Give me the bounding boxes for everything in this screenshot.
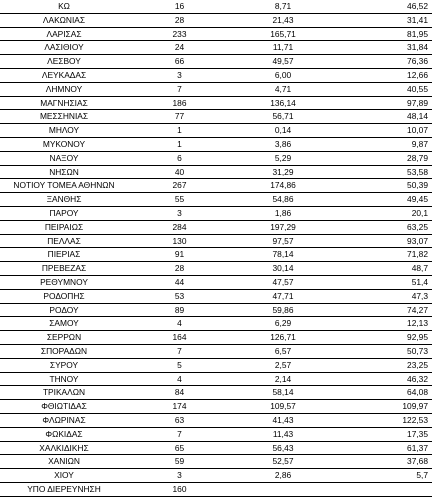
average-value-cell: 109,57 bbox=[231, 400, 335, 414]
cases-count-cell: 66 bbox=[128, 55, 231, 69]
average-value-cell: 136,14 bbox=[231, 96, 335, 110]
rate-value-cell: 46,52 bbox=[335, 0, 432, 13]
rate-value-cell: 10,07 bbox=[335, 124, 432, 138]
average-value-cell: 165,71 bbox=[231, 27, 335, 41]
cases-count-cell: 3 bbox=[128, 206, 231, 220]
table-row bbox=[0, 124, 432, 138]
average-value-cell: 174,86 bbox=[231, 179, 335, 193]
table-row bbox=[0, 262, 432, 276]
average-value-cell: 126,71 bbox=[231, 331, 335, 345]
table-row bbox=[0, 386, 432, 400]
average-value-cell: 3,86 bbox=[231, 137, 335, 151]
average-value-cell: 6,29 bbox=[231, 317, 335, 331]
average-value-cell: 54,86 bbox=[231, 193, 335, 207]
cases-count-cell: 160 bbox=[128, 482, 231, 496]
area-name-cell: ΧΑΝΙΩΝ bbox=[0, 455, 128, 469]
cases-count-cell: 77 bbox=[128, 110, 231, 124]
table-row bbox=[0, 13, 432, 27]
average-value-cell: 4,71 bbox=[231, 82, 335, 96]
cases-count-cell: 7 bbox=[128, 427, 231, 441]
table-row bbox=[0, 0, 432, 13]
cases-count-cell: 4 bbox=[128, 317, 231, 331]
rate-value-cell: 81,95 bbox=[335, 27, 432, 41]
table-row bbox=[0, 96, 432, 110]
table-row bbox=[0, 179, 432, 193]
average-value-cell: 11,71 bbox=[231, 41, 335, 55]
cases-count-cell: 28 bbox=[128, 262, 231, 276]
average-value-cell: 31,29 bbox=[231, 165, 335, 179]
cases-count-cell: 89 bbox=[128, 303, 231, 317]
table-row bbox=[0, 331, 432, 345]
cases-count-cell: 59 bbox=[128, 455, 231, 469]
cases-count-cell: 91 bbox=[128, 248, 231, 262]
cases-count-cell: 233 bbox=[128, 27, 231, 41]
area-name-cell: ΦΛΩΡΙΝΑΣ bbox=[0, 413, 128, 427]
area-name-cell: ΦΩΚΙΔΑΣ bbox=[0, 427, 128, 441]
rate-value-cell: 9,87 bbox=[335, 137, 432, 151]
rate-value-cell: 64,08 bbox=[335, 386, 432, 400]
rate-value-cell: 12,66 bbox=[335, 68, 432, 82]
average-value-cell: 56,43 bbox=[231, 441, 335, 455]
rate-value-cell: 23,25 bbox=[335, 358, 432, 372]
area-name-cell: ΦΘΙΩΤΙΔΑΣ bbox=[0, 400, 128, 414]
average-value-cell: 1,86 bbox=[231, 206, 335, 220]
rate-value-cell: 122,53 bbox=[335, 413, 432, 427]
rate-value-cell: 5,7 bbox=[335, 469, 432, 483]
average-value-cell: 6,00 bbox=[231, 68, 335, 82]
rate-value-cell: 97,89 bbox=[335, 96, 432, 110]
rate-value-cell: 50,73 bbox=[335, 344, 432, 358]
rate-value-cell: 31,41 bbox=[335, 13, 432, 27]
cases-count-cell: 40 bbox=[128, 165, 231, 179]
cases-count-cell: 7 bbox=[128, 82, 231, 96]
area-name-cell: ΛΕΣΒΟΥ bbox=[0, 55, 128, 69]
area-name-cell: ΧΙΟΥ bbox=[0, 469, 128, 483]
cases-count-cell: 5 bbox=[128, 358, 231, 372]
area-name-cell: ΞΑΝΘΗΣ bbox=[0, 193, 128, 207]
table-row bbox=[0, 206, 432, 220]
average-value-cell: 47,71 bbox=[231, 289, 335, 303]
table-row bbox=[0, 469, 432, 483]
area-name-cell: ΠΡΕΒΕΖΑΣ bbox=[0, 262, 128, 276]
table-row bbox=[0, 413, 432, 427]
cases-count-cell: 1 bbox=[128, 137, 231, 151]
area-name-cell: ΛΑΡΙΣΑΣ bbox=[0, 27, 128, 41]
average-value-cell bbox=[231, 482, 335, 496]
rate-value-cell: 31,84 bbox=[335, 41, 432, 55]
table-row bbox=[0, 151, 432, 165]
cases-count-cell: 24 bbox=[128, 41, 231, 55]
area-name-cell: ΜΕΣΣΗΝΙΑΣ bbox=[0, 110, 128, 124]
area-name-cell: ΡΕΘΥΜΝΟΥ bbox=[0, 275, 128, 289]
table-row bbox=[0, 248, 432, 262]
average-value-cell: 0,14 bbox=[231, 124, 335, 138]
rate-value-cell: 71,82 bbox=[335, 248, 432, 262]
area-name-cell: ΠΕΙΡΑΙΩΣ bbox=[0, 220, 128, 234]
table-row bbox=[0, 289, 432, 303]
table-row bbox=[0, 27, 432, 41]
rate-value-cell: 12,13 bbox=[335, 317, 432, 331]
area-name-cell: ΡΟΔΟΠΗΣ bbox=[0, 289, 128, 303]
rate-value-cell: 61,37 bbox=[335, 441, 432, 455]
rate-value-cell: 28,79 bbox=[335, 151, 432, 165]
table-row bbox=[0, 441, 432, 455]
average-value-cell: 5,29 bbox=[231, 151, 335, 165]
area-name-cell: ΧΑΛΚΙΔΙΚΗΣ bbox=[0, 441, 128, 455]
cases-count-cell: 6 bbox=[128, 151, 231, 165]
table-row bbox=[0, 344, 432, 358]
average-value-cell: 52,57 bbox=[231, 455, 335, 469]
rate-value-cell: 17,35 bbox=[335, 427, 432, 441]
area-name-cell: ΜΑΓΝΗΣΙΑΣ bbox=[0, 96, 128, 110]
rate-value-cell: 109,97 bbox=[335, 400, 432, 414]
rate-value-cell: 48,14 bbox=[335, 110, 432, 124]
table-row bbox=[0, 358, 432, 372]
area-name-cell: ΠΕΛΛΑΣ bbox=[0, 234, 128, 248]
rate-value-cell: 46,32 bbox=[335, 372, 432, 386]
rate-value-cell: 20,1 bbox=[335, 206, 432, 220]
area-name-cell: ΜΥΚΟΝΟΥ bbox=[0, 137, 128, 151]
area-name-cell: ΛΗΜΝΟΥ bbox=[0, 82, 128, 96]
area-name-cell: ΥΠΟ ΔΙΕΡΕΥΝΗΣΗ bbox=[0, 482, 128, 496]
rate-value-cell bbox=[335, 482, 432, 496]
area-name-cell: ΛΑΣΙΘΙΟΥ bbox=[0, 41, 128, 55]
rate-value-cell: 47,3 bbox=[335, 289, 432, 303]
cases-count-cell: 16 bbox=[128, 0, 231, 13]
table-row bbox=[0, 303, 432, 317]
area-name-cell: ΛΑΚΩΝΙΑΣ bbox=[0, 13, 128, 27]
rate-value-cell: 63,25 bbox=[335, 220, 432, 234]
rate-value-cell: 74,27 bbox=[335, 303, 432, 317]
rate-value-cell: 50,39 bbox=[335, 179, 432, 193]
rate-value-cell: 93,07 bbox=[335, 234, 432, 248]
average-value-cell: 49,57 bbox=[231, 55, 335, 69]
average-value-cell: 2,57 bbox=[231, 358, 335, 372]
table-row bbox=[0, 41, 432, 55]
area-name-cell: ΠΑΡΟΥ bbox=[0, 206, 128, 220]
area-name-cell: ΣΠΟΡΑΔΩΝ bbox=[0, 344, 128, 358]
table-row bbox=[0, 482, 432, 496]
table-row bbox=[0, 137, 432, 151]
cases-count-cell: 63 bbox=[128, 413, 231, 427]
cases-count-cell: 1 bbox=[128, 124, 231, 138]
table-row bbox=[0, 372, 432, 386]
table-row bbox=[0, 427, 432, 441]
area-name-cell: ΜΗΛΟΥ bbox=[0, 124, 128, 138]
average-value-cell: 78,14 bbox=[231, 248, 335, 262]
average-value-cell: 30,14 bbox=[231, 262, 335, 276]
cases-count-cell: 3 bbox=[128, 469, 231, 483]
average-value-cell: 41,43 bbox=[231, 413, 335, 427]
area-name-cell: ΠΙΕΡΙΑΣ bbox=[0, 248, 128, 262]
area-name-cell: ΣΥΡΟΥ bbox=[0, 358, 128, 372]
table-row bbox=[0, 220, 432, 234]
rate-value-cell: 51,4 bbox=[335, 275, 432, 289]
table-row bbox=[0, 234, 432, 248]
average-value-cell: 56,71 bbox=[231, 110, 335, 124]
average-value-cell: 47,57 bbox=[231, 275, 335, 289]
table-row bbox=[0, 317, 432, 331]
area-name-cell: ΤΗΝΟΥ bbox=[0, 372, 128, 386]
cases-count-cell: 186 bbox=[128, 96, 231, 110]
average-value-cell: 58,14 bbox=[231, 386, 335, 400]
average-value-cell: 59,86 bbox=[231, 303, 335, 317]
average-value-cell: 6,57 bbox=[231, 344, 335, 358]
rate-value-cell: 53,58 bbox=[335, 165, 432, 179]
cases-count-cell: 130 bbox=[128, 234, 231, 248]
area-name-cell: ΣΑΜΟΥ bbox=[0, 317, 128, 331]
cases-count-cell: 164 bbox=[128, 331, 231, 345]
cases-count-cell: 44 bbox=[128, 275, 231, 289]
average-value-cell: 2,14 bbox=[231, 372, 335, 386]
area-name-cell: ΝΗΣΩΝ bbox=[0, 165, 128, 179]
area-name-cell: ΤΡΙΚΑΛΩΝ bbox=[0, 386, 128, 400]
average-value-cell: 2,86 bbox=[231, 469, 335, 483]
table-row bbox=[0, 165, 432, 179]
average-value-cell: 21,43 bbox=[231, 13, 335, 27]
table-row bbox=[0, 275, 432, 289]
table-row bbox=[0, 110, 432, 124]
cases-count-cell: 3 bbox=[128, 68, 231, 82]
rate-value-cell: 40,55 bbox=[335, 82, 432, 96]
average-value-cell: 97,57 bbox=[231, 234, 335, 248]
table-row bbox=[0, 68, 432, 82]
cases-count-cell: 84 bbox=[128, 386, 231, 400]
cases-count-cell: 55 bbox=[128, 193, 231, 207]
cases-count-cell: 28 bbox=[128, 13, 231, 27]
table-row bbox=[0, 400, 432, 414]
area-name-cell: ΛΕΥΚΑΔΑΣ bbox=[0, 68, 128, 82]
rate-value-cell: 48,7 bbox=[335, 262, 432, 276]
area-name-cell: ΝΑΞΟΥ bbox=[0, 151, 128, 165]
table-row bbox=[0, 82, 432, 96]
cases-count-cell: 267 bbox=[128, 179, 231, 193]
rate-value-cell: 37,68 bbox=[335, 455, 432, 469]
table-row bbox=[0, 55, 432, 69]
average-value-cell: 11,43 bbox=[231, 427, 335, 441]
cases-count-cell: 4 bbox=[128, 372, 231, 386]
cases-count-cell: 284 bbox=[128, 220, 231, 234]
area-name-cell: ΣΕΡΡΩΝ bbox=[0, 331, 128, 345]
cases-count-cell: 174 bbox=[128, 400, 231, 414]
table-row bbox=[0, 193, 432, 207]
rate-value-cell: 92,95 bbox=[335, 331, 432, 345]
cases-count-cell: 53 bbox=[128, 289, 231, 303]
rate-value-cell: 76,36 bbox=[335, 55, 432, 69]
cases-count-cell: 65 bbox=[128, 441, 231, 455]
area-name-cell: ΚΩ bbox=[0, 0, 128, 13]
cases-count-cell: 7 bbox=[128, 344, 231, 358]
rate-value-cell: 49,45 bbox=[335, 193, 432, 207]
average-value-cell: 197,29 bbox=[231, 220, 335, 234]
area-name-cell: ΝΟΤΙΟΥ ΤΟΜΕΑ ΑΘΗΝΩΝ bbox=[0, 179, 128, 193]
average-value-cell: 8,71 bbox=[231, 0, 335, 13]
area-name-cell: ΡΟΔΟΥ bbox=[0, 303, 128, 317]
